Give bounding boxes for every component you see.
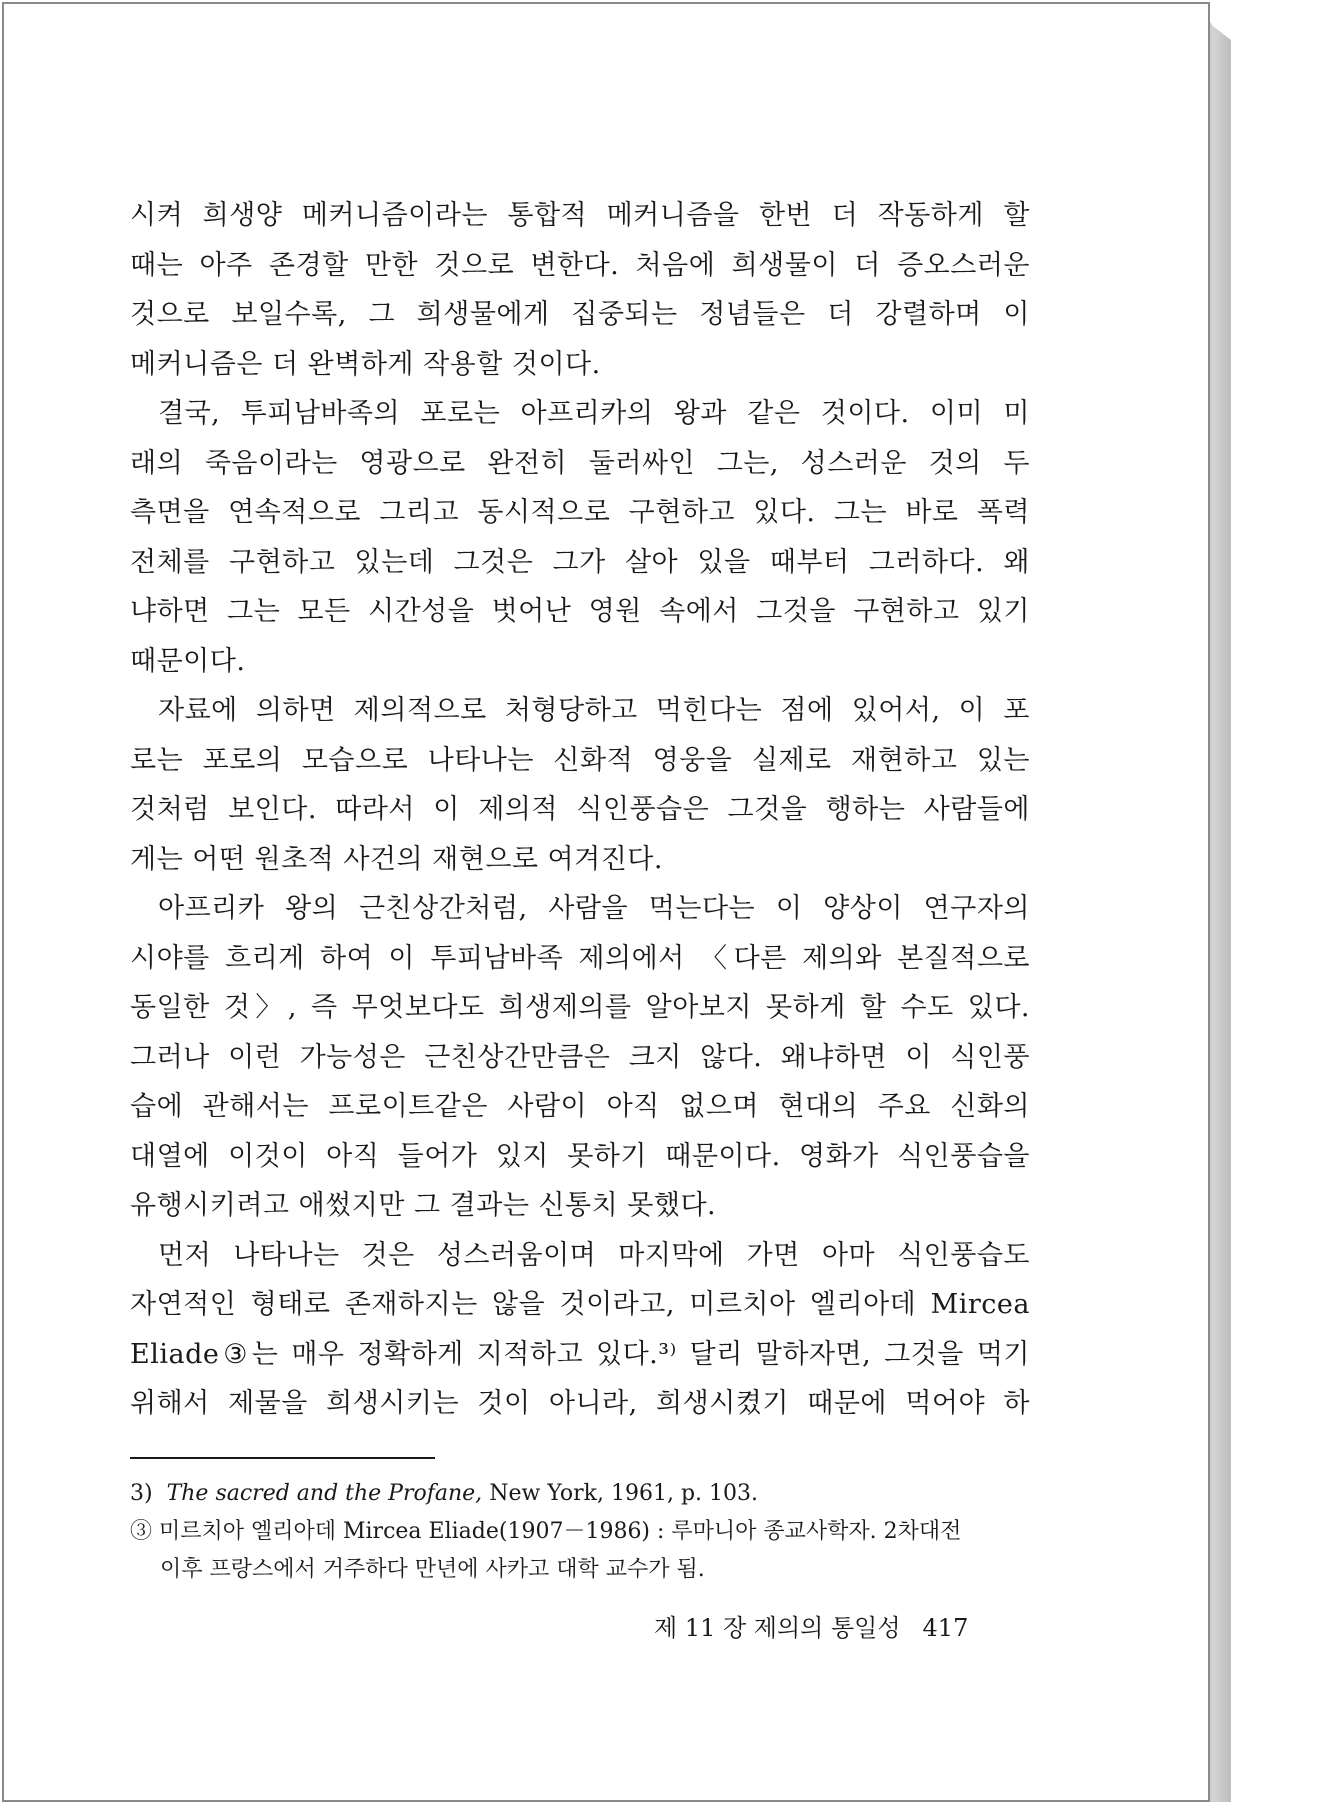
paragraph-line: 그러나 이런 가능성은 근친상간만큼은 크지 않다. 왜냐하면 이 식인풍 [130, 1041, 1030, 1073]
paragraph-line: 때는 아주 존경할 만한 것으로 변한다. 처음에 희생물이 더 증오스러운 [130, 249, 1030, 281]
paragraph-4 [130, 884, 1030, 1231]
footnotes [130, 1475, 1030, 1589]
paragraph-line: 시야를 흐리게 하여 이 투피남바족 제의에서 〈다른 제의와 본질적으로 [130, 942, 1030, 974]
paragraph-line: 냐하면 그는 모든 시간성을 벗어난 영원 속에서 그것을 구현하고 있기 [130, 596, 1030, 627]
translator-note-3-continued: 이후 프랑스에서 거주하다 만년에 사카고 대학 교수가 됨. [160, 1556, 705, 1582]
page-number: 417 [922, 1614, 969, 1642]
footnote-3 [130, 1475, 1030, 1513]
paragraph-line: 래의 죽음이라는 영광으로 완전히 둘러싸인 그는, 성스러운 것의 두 [130, 447, 1030, 479]
chapter-title: 제 11 장 제의의 통일성 [654, 1614, 901, 1642]
paragraph-line: 습에 관해서는 프로이트같은 사람이 아직 없으며 현대의 주요 신화의 [130, 1091, 1030, 1122]
paragraph-5 [130, 1231, 1030, 1429]
paragraph-line: 것처럼 보인다. 따라서 이 제의적 식인풍습은 그것을 행하는 사람들에 [130, 794, 1030, 825]
paragraph-line: 전체를 구현하고 있는데 그것은 그가 살아 있을 때부터 그러하다. 왜 [130, 546, 1030, 578]
book-page [2, 2, 1210, 1802]
page-content [130, 191, 1030, 1589]
running-footer [654, 1608, 968, 1643]
footnote-citation: New York, 1961, p. 103. [489, 1480, 758, 1506]
paragraph-line: 유행시키려고 애썼지만 그 결과는 신통치 못했다. [130, 1190, 717, 1221]
footnote-book-title: The sacred and the Profane, [166, 1480, 483, 1506]
paragraph-line: 게는 어떤 원초적 사건의 재현으로 여겨진다. [130, 843, 663, 875]
paragraph-2 [130, 389, 1030, 686]
paragraph-1 [130, 191, 1030, 389]
paragraph-line: 때문이다. [130, 645, 246, 677]
paragraph-line: 시켜 희생양 메커니즘이라는 통합적 메커니즘을 한번 더 작동하게 할 [130, 200, 1030, 231]
paragraph-line: 메커니즘은 더 완벽하게 작용할 것이다. [130, 348, 601, 380]
footnote-divider [130, 1457, 435, 1459]
paragraph-line: 측면을 연속적으로 그리고 동시적으로 구현하고 있다. 그는 바로 폭력 [130, 497, 1030, 528]
paragraph-line: 위해서 제물을 희생시키는 것이 아니라, 희생시켰기 때문에 먹어야 하 [130, 1388, 1030, 1419]
paragraph-line: 대열에 이것이 아직 들어가 있지 못하기 때문이다. 영화가 식인풍습을 [130, 1140, 1030, 1172]
paragraph-line: 자료에 의하면 제의적으로 처형당하고 먹힌다는 점에 있어서, 이 포 [158, 695, 1030, 726]
paragraph-line: 로는 포로의 모습으로 나타나는 신화적 영웅을 실제로 재현하고 있는 [130, 744, 1030, 776]
translator-note-3: ③ 미르치아 엘리아데 Mircea Eliade(1907－1986) : 루마니아 종교사학자. 2차대전 [130, 1518, 962, 1544]
paragraph-line: 것으로 보일수록, 그 희생물에게 집중되는 정념들은 더 강렬하며 이 [130, 299, 1030, 330]
paragraph-line: 결국, 투피남바족의 포로는 아프리카의 왕과 같은 것이다. 이미 미 [158, 398, 1030, 429]
paragraph-3 [130, 686, 1030, 884]
paragraph-line: 자연적인 형태로 존재하지는 않을 것이라고, 미르치아 엘리아데 Mircea [130, 1289, 1030, 1320]
footnote-number: 3) [130, 1480, 153, 1506]
paragraph-line: 먼저 나타나는 것은 성스러움이며 마지막에 가면 아마 식인풍습도 [158, 1239, 1030, 1271]
paragraph-line: 동일한 것〉, 즉 무엇보다도 희생제의를 알아보지 못하게 할 수도 있다. [130, 992, 1030, 1023]
paragraph-line: Eliade③는 매우 정확하게 지적하고 있다.³⁾ 달리 말하자면, 그것을 먹기 [130, 1338, 1030, 1370]
paragraph-line: 아프리카 왕의 근친상간처럼, 사람을 먹는다는 이 양상이 연구자의 [158, 893, 1030, 924]
